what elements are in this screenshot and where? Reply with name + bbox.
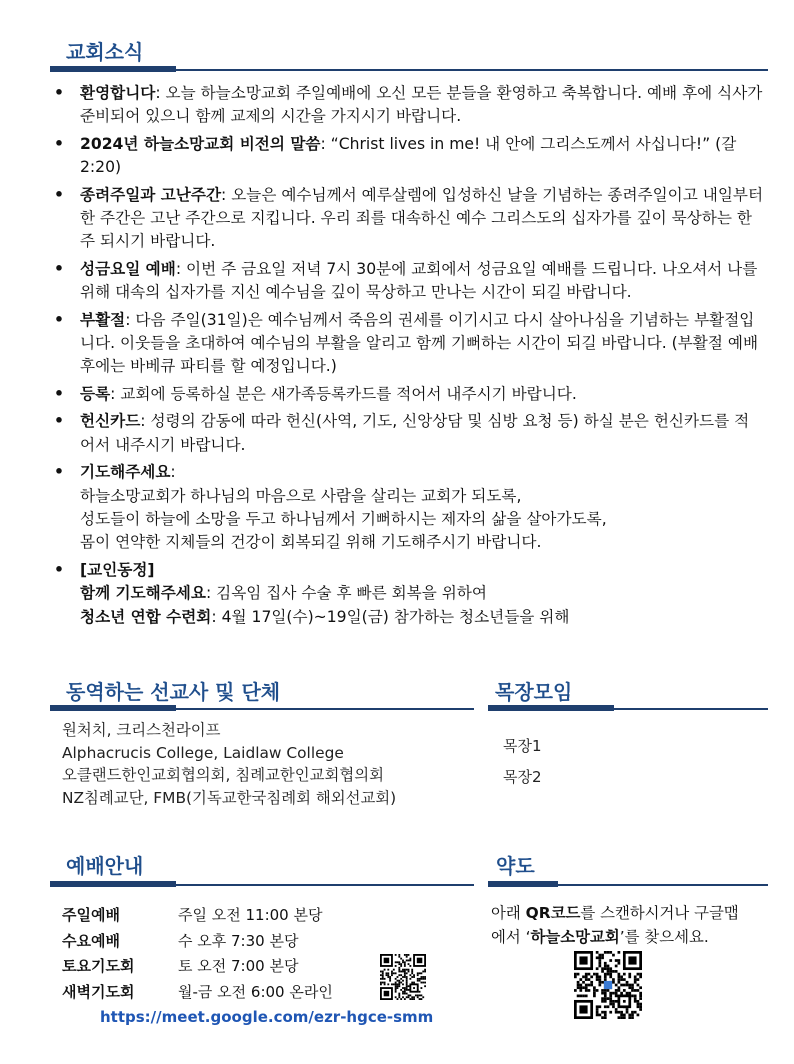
news-item-registration: • 등록: 교회에 등록하실 분은 새가족등록카드를 적어서 내주시기 바랍니다. [52, 383, 764, 406]
worship-schedule [62, 903, 333, 1005]
table-row: 토요기도회 토 오전 7:00 본당 [62, 957, 299, 975]
worship-title: 예배안내 [66, 854, 144, 878]
mission-line: Alphacrucis College, Laidlaw College [62, 743, 344, 762]
meeting-qr-code[interactable] [380, 954, 426, 1000]
map-qr-code[interactable] [574, 951, 642, 1019]
news-item-prayer: • 기도해주세요: 하늘소망교회가 하나님의 마음으로 사람을 살리는 교회가 되도록, 성도들이 하늘에 소망을 두고 하나님께서 기뻐하시는 제자의 삶을 살아가도록, 몸이 연약한 지체들의 건강이 회복되길 위해 기도해주시기 바랍니다. [52, 461, 764, 555]
news-item-dedication: • 헌신카드: 성령의 감동에 따라 헌신(사역, 기도, 신앙상담 및 심방 요청 등) 하실 분은 헌신카드를 적어서 내주시기 바랍니다. [52, 410, 764, 457]
online-meeting-link[interactable]: https://meet.google.com/ezr-hgce-smm [100, 1008, 434, 1026]
map-title: 약도 [496, 854, 535, 878]
cell-item-2: 목장2 [503, 768, 542, 786]
map-directions: 아래 QR코드를 스캔하시거나 구글맵 에서 ‘하늘소망교회’를 찾으세요. [491, 904, 739, 946]
cells-title: 목장모임 [495, 680, 573, 704]
news-item-members: • [교인동정] 함께 기도해주세요: 김옥임 집사 수술 후 빠른 회복을 위하여 청소년 연합 수련회: 4월 17일(수)~19일(금) 참가하는 청소년들을 위해 [52, 559, 764, 629]
table-row: 수요예배 수 오후 7:30 본당 [62, 931, 299, 950]
mission-line: 오클랜드한인교회협의회, 침례교한인교회협의회 [62, 766, 384, 784]
news-list [52, 82, 764, 633]
missions-divider [50, 708, 474, 710]
worship-divider [50, 884, 474, 886]
news-title: 교회소식 [66, 40, 144, 64]
news-item-palm-sunday: • 종려주일과 고난주간: 오늘은 예수님께서 예루살렘에 입성하신 날을 기념하는 종려주일이고 내일부터 한 주간은 고난 주간으로 지킵니다. 우리 죄를 대속하신 예수 그리스도의 십자가를 깊이 묵상하는 한 주 되시기 바랍니다. [52, 184, 764, 254]
news-item-good-friday: • 성금요일 예배: 이번 주 금요일 저녁 7시 30분에 교회에서 성금요일 예배를 드립니다. 나오셔서 나를 위해 대속의 십자가를 지신 예수님을 깊이 묵상하고 만나는 시간이 되길 바랍니다. [52, 258, 764, 305]
missions-title: 동역하는 선교사 및 단체 [66, 680, 281, 704]
cell-item-1: 목장1 [503, 737, 542, 755]
news-divider [50, 69, 768, 71]
news-item-welcome: • 환영합니다: 오늘 하늘소망교회 주일예배에 오신 모든 분들을 환영하고 축복합니다. 예배 후에 식사가 준비되어 있으니 함께 교제의 시간을 가지시기 바랍니다. [52, 82, 764, 129]
map-divider [488, 884, 768, 886]
news-item-easter: • 부활절: 다음 주일(31일)은 예수님께서 죽음의 권세를 이기시고 다시 살아나심을 기념하는 부활절입니다. 이웃들을 초대하여 예수님의 부활을 알리고 함께 기뻐하는 시간이 되길 바랍니다. (부활절 예배 후에는 바베큐 파티를 할 예정입니다.) [52, 309, 764, 379]
missions-list [62, 719, 396, 809]
cells-divider [488, 708, 768, 710]
mission-line: NZ침례교단, FMB(기독교한국침례회 해외선교회) [62, 788, 397, 807]
table-row: 주일예배 주일 오전 11:00 본당 [62, 906, 323, 924]
mission-line: 원처치, 크리스천라이프 [62, 721, 221, 739]
news-item-vision: • 2024년 하늘소망교회 비전의 말씀: “Christ lives in me! 내 안에 그리스도께서 사십니다!” (갈 2:20) [52, 133, 764, 180]
table-row: 새벽기도회 월-금 오전 6:00 온라인 [62, 982, 333, 1001]
